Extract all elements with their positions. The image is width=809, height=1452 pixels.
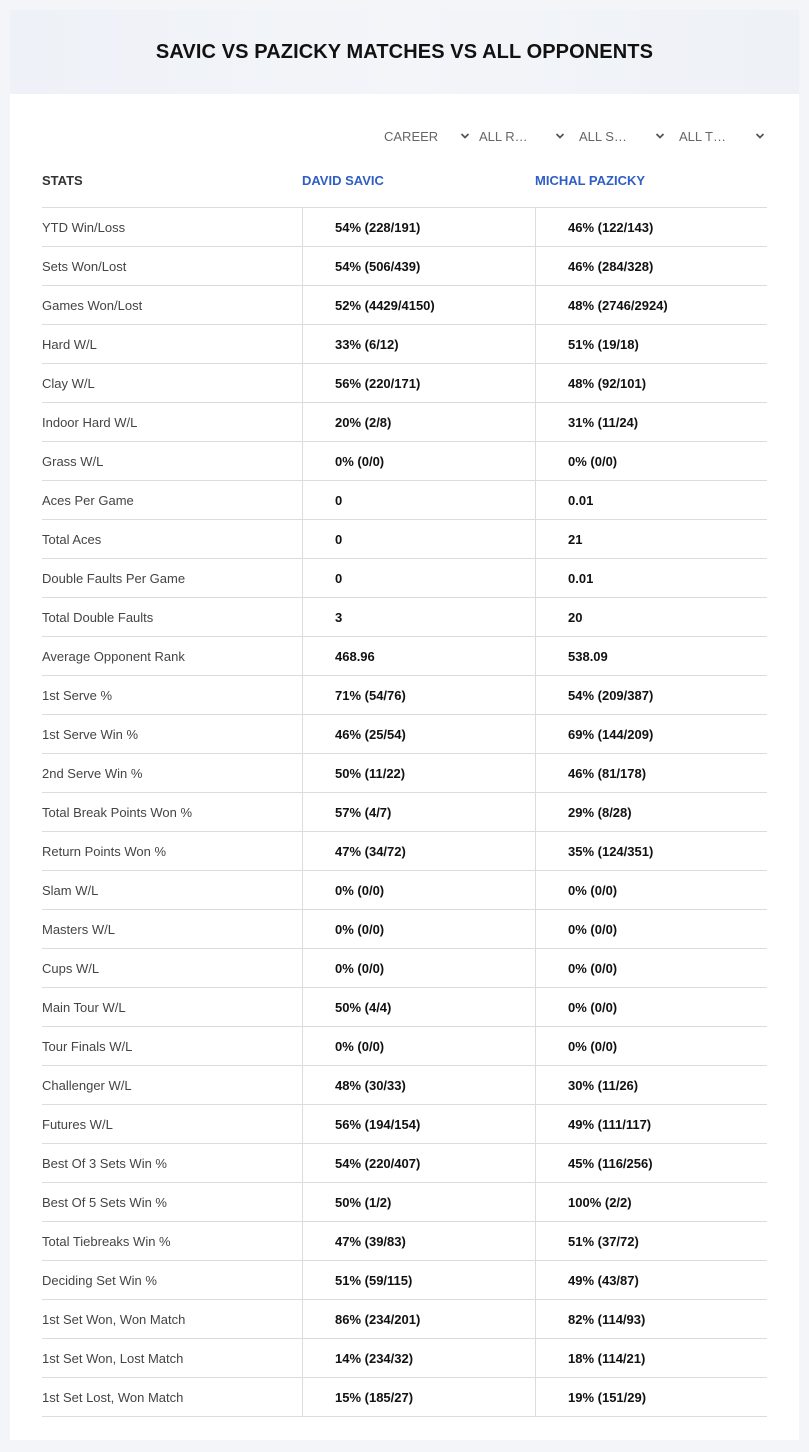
stat-label: Total Aces: [42, 532, 102, 547]
player2-value: 538.09: [535, 637, 767, 675]
player2-value: 31% (11/24): [535, 403, 767, 441]
player2-value: 21: [535, 520, 767, 558]
stat-label: Games Won/Lost: [42, 298, 143, 313]
player1-value: 47% (39/83): [302, 1222, 535, 1260]
player2-value: 19% (151/29): [535, 1378, 767, 1416]
player2-value: 0% (0/0): [535, 949, 767, 987]
player2-value: 20: [535, 598, 767, 636]
player1-value: 51% (59/115): [302, 1261, 535, 1299]
page-title: SAVIC VS PAZICKY MATCHES VS ALL OPPONENTS: [155, 40, 654, 63]
stat-label: Total Double Faults: [42, 610, 154, 625]
player1-value: 54% (228/191): [302, 208, 535, 246]
stat-label: Tour Finals W/L: [42, 1039, 133, 1054]
table-row: [42, 520, 767, 559]
stat-label: Deciding Set Win %: [42, 1273, 157, 1288]
stat-label: Total Break Points Won %: [42, 805, 193, 820]
player2-value: 51% (37/72): [535, 1222, 767, 1260]
stat-label: Challenger W/L: [42, 1078, 132, 1093]
table-row: [42, 1261, 767, 1300]
filter-round-select[interactable]: [479, 124, 565, 148]
player2-value: 46% (284/328): [535, 247, 767, 285]
table-row: [42, 403, 767, 442]
player1-value: 50% (11/22): [302, 754, 535, 792]
table-row: [42, 1300, 767, 1339]
filter-label: CAREER: [384, 128, 439, 144]
player2-value: 0% (0/0): [535, 442, 767, 480]
table-row: [42, 1105, 767, 1144]
player1-value: 0% (0/0): [302, 1027, 535, 1065]
player1-value: 0% (0/0): [302, 949, 535, 987]
player2-value: 35% (124/351): [535, 832, 767, 870]
table-row: [42, 871, 767, 910]
player2-value: 0.01: [535, 481, 767, 519]
stat-label: Cups W/L: [42, 961, 100, 976]
stat-label: Sets Won/Lost: [42, 259, 127, 274]
filter-label: ALL R…: [479, 128, 528, 144]
table-row: [42, 1378, 767, 1417]
chevron-down-icon: [555, 131, 565, 141]
player1-value: 33% (6/12): [302, 325, 535, 363]
table-row: [42, 715, 767, 754]
column-header-stats: STATS: [42, 173, 83, 188]
stat-label: Main Tour W/L: [42, 1000, 126, 1015]
table-row: [42, 1183, 767, 1222]
player1-value: 0: [302, 481, 535, 519]
table-row: [42, 1144, 767, 1183]
stat-label: Grass W/L: [42, 454, 104, 469]
player1-value: 0% (0/0): [302, 910, 535, 948]
player1-value: 0% (0/0): [302, 871, 535, 909]
filter-label: ALL T…: [679, 128, 726, 144]
player1-value: 3: [302, 598, 535, 636]
stat-label: 1st Serve Win %: [42, 727, 139, 742]
table-row: [42, 949, 767, 988]
player2-value: 18% (114/21): [535, 1339, 767, 1377]
player2-value: 0% (0/0): [535, 1027, 767, 1065]
filter-bar: [10, 124, 799, 148]
player1-value: 54% (220/407): [302, 1144, 535, 1182]
player1-value: 0: [302, 559, 535, 597]
player2-value: 100% (2/2): [535, 1183, 767, 1221]
table-row: [42, 910, 767, 949]
player2-value: 0% (0/0): [535, 910, 767, 948]
player2-value: 45% (116/256): [535, 1144, 767, 1182]
stat-label: 2nd Serve Win %: [42, 766, 143, 781]
player1-value: 54% (506/439): [302, 247, 535, 285]
player1-value: 20% (2/8): [302, 403, 535, 441]
player2-value: 48% (92/101): [535, 364, 767, 402]
table-row: [42, 1339, 767, 1378]
stats-card: [10, 10, 799, 1440]
table-body: [42, 208, 767, 1417]
player1-value: 50% (4/4): [302, 988, 535, 1026]
player2-value: 30% (11/26): [535, 1066, 767, 1104]
table-row: [42, 988, 767, 1027]
table-row: [42, 286, 767, 325]
table-row: [42, 247, 767, 286]
table-row: [42, 364, 767, 403]
stat-label: 1st Set Won, Won Match: [42, 1312, 186, 1327]
player2-value: 46% (81/178): [535, 754, 767, 792]
stat-label: 1st Set Lost, Won Match: [42, 1390, 184, 1405]
filter-surface-select[interactable]: [579, 124, 665, 148]
stat-label: Hard W/L: [42, 337, 97, 352]
filter-tournament-select[interactable]: [679, 124, 765, 148]
page-header: [10, 10, 799, 94]
player1-value: 46% (25/54): [302, 715, 535, 753]
player1-value: 0% (0/0): [302, 442, 535, 480]
chevron-down-icon: [755, 131, 765, 141]
stat-label: Slam W/L: [42, 883, 99, 898]
chevron-down-icon: [460, 131, 470, 141]
stat-label: Clay W/L: [42, 376, 95, 391]
table-row: [42, 442, 767, 481]
player1-value: 50% (1/2): [302, 1183, 535, 1221]
player2-value: 46% (122/143): [535, 208, 767, 246]
table-row: [42, 1066, 767, 1105]
stats-table: [42, 165, 767, 1417]
player1-value: 14% (234/32): [302, 1339, 535, 1377]
player1-link[interactable]: DAVID SAVIC: [302, 173, 384, 188]
table-row: [42, 793, 767, 832]
player1-value: 52% (4429/4150): [302, 286, 535, 324]
player2-link[interactable]: MICHAL PAZICKY: [535, 173, 646, 188]
player1-value: 86% (234/201): [302, 1300, 535, 1338]
table-header: [42, 165, 767, 208]
stat-label: Futures W/L: [42, 1117, 113, 1132]
player2-value: 69% (144/209): [535, 715, 767, 753]
player2-value: 82% (114/93): [535, 1300, 767, 1338]
player2-value: 51% (19/18): [535, 325, 767, 363]
filter-period-select[interactable]: [384, 124, 470, 148]
stat-label: Masters W/L: [42, 922, 115, 937]
stat-label: Return Points Won %: [42, 844, 167, 859]
table-row: [42, 1222, 767, 1261]
player2-value: 29% (8/28): [535, 793, 767, 831]
player2-value: 0% (0/0): [535, 988, 767, 1026]
table-row: [42, 676, 767, 715]
stat-label: YTD Win/Loss: [42, 220, 126, 235]
stat-label: Double Faults Per Game: [42, 571, 186, 586]
player1-value: 47% (34/72): [302, 832, 535, 870]
table-row: [42, 832, 767, 871]
player1-value: 468.96: [302, 637, 535, 675]
stat-label: 1st Set Won, Lost Match: [42, 1351, 184, 1366]
table-row: [42, 637, 767, 676]
player1-value: 15% (185/27): [302, 1378, 535, 1416]
table-row: [42, 1027, 767, 1066]
chevron-down-icon: [655, 131, 665, 141]
table-row: [42, 598, 767, 637]
player2-value: 54% (209/387): [535, 676, 767, 714]
player1-value: 56% (194/154): [302, 1105, 535, 1143]
player1-value: 71% (54/76): [302, 676, 535, 714]
table-row: [42, 325, 767, 364]
stat-label: Average Opponent Rank: [42, 649, 185, 664]
stat-label: Best Of 5 Sets Win %: [42, 1195, 167, 1210]
stat-label: Indoor Hard W/L: [42, 415, 138, 430]
stat-label: Total Tiebreaks Win %: [42, 1234, 171, 1249]
table-row: [42, 754, 767, 793]
stat-label: 1st Serve %: [42, 688, 113, 703]
player2-value: 49% (111/117): [535, 1105, 767, 1143]
table-row: [42, 559, 767, 598]
player1-value: 56% (220/171): [302, 364, 535, 402]
player1-value: 57% (4/7): [302, 793, 535, 831]
player2-value: 0% (0/0): [535, 871, 767, 909]
filter-label: ALL S…: [579, 128, 627, 144]
player2-value: 0.01: [535, 559, 767, 597]
stat-label: Best Of 3 Sets Win %: [42, 1156, 167, 1171]
player2-value: 49% (43/87): [535, 1261, 767, 1299]
stat-label: Aces Per Game: [42, 493, 134, 508]
player1-value: 48% (30/33): [302, 1066, 535, 1104]
player1-value: 0: [302, 520, 535, 558]
table-row: [42, 208, 767, 247]
player2-value: 48% (2746/2924): [535, 286, 767, 324]
table-row: [42, 481, 767, 520]
